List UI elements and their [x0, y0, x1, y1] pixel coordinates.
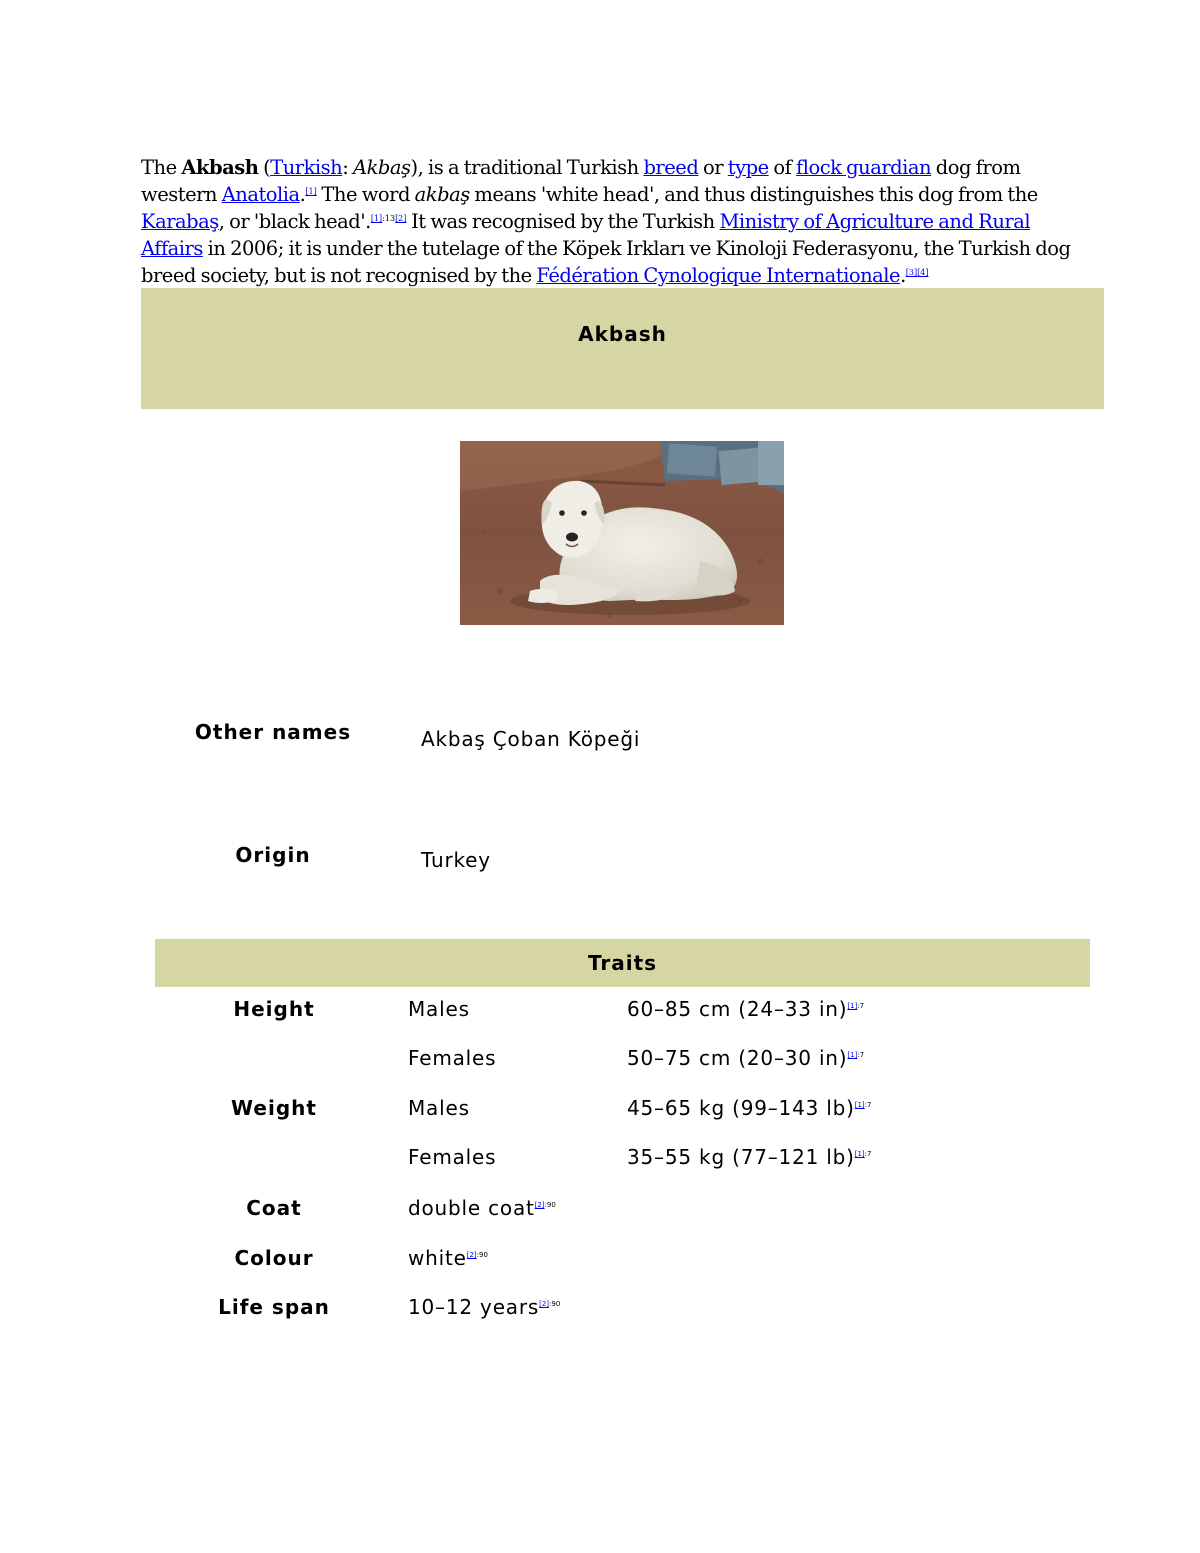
trait-value-text: 60–85 cm (24–33 in): [627, 997, 848, 1021]
infobox-title: Akbash: [578, 321, 667, 346]
footnote-page: :7: [864, 1101, 872, 1109]
trait-value-text: white: [408, 1246, 467, 1270]
footnote-page: :7: [864, 1150, 872, 1158]
footnote-ref[interactable]: [539, 1300, 560, 1308]
traits-heading: Traits: [587, 951, 658, 975]
trait-value: [627, 1046, 864, 1070]
origin-value: Turkey: [421, 848, 491, 872]
intro-text: (: [263, 156, 271, 179]
trait-value-text: 10–12 years: [408, 1295, 540, 1319]
link-fci[interactable]: Fédération Cynologique Internationale: [536, 264, 901, 287]
infobox-title-bar: [141, 288, 1104, 409]
intro-text: .: [900, 264, 906, 287]
link-breed[interactable]: breed: [643, 156, 699, 179]
footnote-ref[interactable]: [371, 214, 407, 223]
trait-label-coat: Coat: [246, 1196, 302, 1220]
trait-value: [627, 1096, 871, 1120]
trait-row-coat: [0, 1196, 1200, 1226]
footnote-ref[interactable]: [906, 268, 929, 277]
trait-row-colour: [0, 1246, 1200, 1276]
intro-text: , or 'black head'.: [218, 210, 371, 233]
trait-value: [408, 1246, 488, 1270]
footnote-ref-link[interactable]: [1]: [847, 1051, 858, 1059]
link-flock-guardian[interactable]: flock guardian: [796, 156, 932, 179]
footnote-page: :7: [857, 1002, 865, 1010]
footnote-page: :7: [857, 1051, 865, 1059]
trait-label-height: Height: [233, 997, 315, 1021]
intro-text: The: [141, 156, 177, 179]
footnote-ref-link[interactable]: [1]: [854, 1150, 865, 1158]
trait-row-weight-males: [0, 1096, 1200, 1126]
footnote-ref-link[interactable]: [2]: [539, 1300, 550, 1308]
footnote-ref[interactable]: [847, 1051, 864, 1059]
intro-text: ), is a traditional Turkish: [410, 156, 639, 179]
footnote-page: :90: [549, 1300, 561, 1308]
origin-label: Origin: [235, 843, 311, 867]
link-ministry[interactable]: Ministry of Agriculture and Rural Affairs: [141, 210, 1031, 260]
footnote-ref-link[interactable]: [1]: [305, 187, 317, 196]
intro-text: dog from western: [141, 156, 1021, 206]
intro-text: It was recognised by the Turkish: [411, 210, 715, 233]
intro-text: in 2006; it is under the tutelage of the Köpek Irkları ve Kinoloji Federasyonu, the Turkish dog breed society, but is not recognised by the: [141, 237, 1071, 287]
trait-row-life-span: [0, 1295, 1200, 1325]
trait-row-height-females: [0, 1046, 1200, 1076]
footnote-ref-link[interactable]: [3]: [905, 268, 918, 277]
trait-label-colour: Colour: [234, 1246, 314, 1270]
intro-text: .: [299, 183, 306, 206]
trait-value-text: double coat: [408, 1196, 535, 1220]
trait-sublabel: Males: [408, 1096, 470, 1120]
other-names-value: Akbaş Çoban Köpeği: [421, 727, 641, 751]
trait-value: [627, 997, 864, 1021]
trait-value: [408, 1196, 556, 1220]
breed-name-bold: Akbash: [181, 156, 259, 179]
footnote-ref[interactable]: [305, 187, 316, 196]
trait-label-life-span: Life span: [218, 1295, 330, 1319]
trait-value-text: 35–55 kg (77–121 lb): [627, 1145, 855, 1169]
dog-photo: [460, 441, 784, 625]
trait-value-text: 45–65 kg (99–143 lb): [627, 1096, 855, 1120]
footnote-ref-link[interactable]: [4]: [917, 268, 929, 277]
trait-label-weight: Weight: [231, 1096, 317, 1120]
intro-text: means 'white head', and thus distinguishes this dog from the: [474, 183, 1038, 206]
trait-value-text: 50–75 cm (20–30 in): [627, 1046, 848, 1070]
traits-heading-bar: [155, 939, 1090, 987]
link-anatolia[interactable]: Anatolia: [221, 183, 300, 206]
intro-text: of: [773, 156, 792, 179]
trait-row-height-males: [0, 997, 1200, 1027]
link-type[interactable]: type: [727, 156, 769, 179]
trait-sublabel: Females: [408, 1046, 497, 1070]
footnote-ref[interactable]: [847, 1002, 864, 1010]
footnote-page: :90: [544, 1201, 556, 1209]
link-karabas[interactable]: Karabaş: [141, 210, 219, 233]
trait-value: [627, 1145, 871, 1169]
trait-value: [408, 1295, 560, 1319]
other-names-label: Other names: [194, 720, 352, 744]
footnote-ref-link[interactable]: [2]: [395, 214, 407, 223]
footnote-ref[interactable]: [535, 1201, 556, 1209]
footnote-ref[interactable]: [467, 1251, 488, 1259]
intro-paragraph: [141, 154, 1071, 289]
intro-italic: akbaş: [414, 183, 470, 206]
footnote-page: :90: [476, 1251, 488, 1259]
intro-text: The word: [321, 183, 410, 206]
footnote-ref[interactable]: [855, 1101, 872, 1109]
footnote-ref[interactable]: [855, 1150, 872, 1158]
intro-text: :: [342, 156, 349, 179]
intro-text: or: [703, 156, 724, 179]
footnote-ref-link[interactable]: [2]: [534, 1201, 545, 1209]
footnote-ref-link[interactable]: [1]: [370, 214, 383, 223]
trait-sublabel: Males: [408, 997, 470, 1021]
footnote-ref-link[interactable]: [1]: [854, 1101, 865, 1109]
trait-sublabel: Females: [408, 1145, 497, 1169]
link-turkish[interactable]: Turkish: [270, 156, 343, 179]
trait-row-weight-females: [0, 1145, 1200, 1175]
footnote-page: :13: [382, 214, 396, 223]
turkish-name-italic: Akbaş: [353, 156, 411, 179]
footnote-ref-link[interactable]: [1]: [847, 1002, 858, 1010]
footnote-ref-link[interactable]: [2]: [466, 1251, 477, 1259]
